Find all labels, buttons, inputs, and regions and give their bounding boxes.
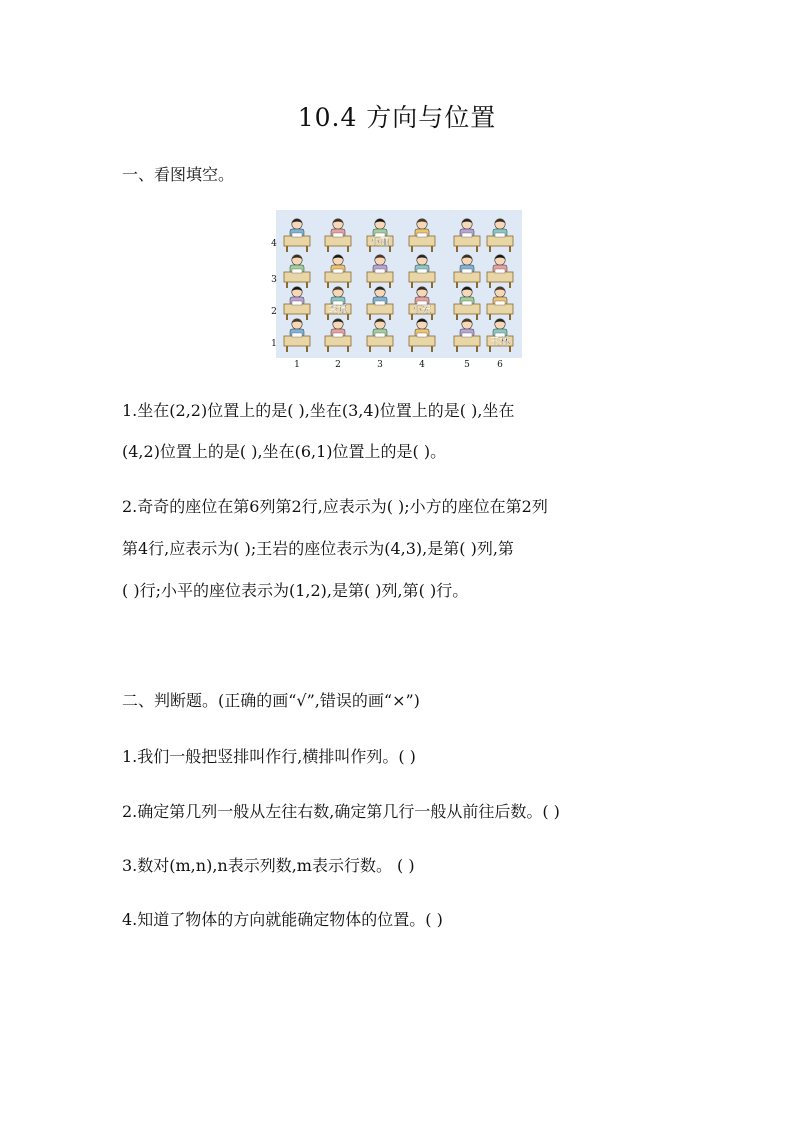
column-label: 6 xyxy=(497,360,503,370)
question-1-line-1: 1.坐在(2,2)位置上的是( ),坐在(3,4)位置上的是( ),坐在 xyxy=(122,401,515,420)
question-2-line-2: 第4行,应表示为( );王岩的座位表示为(4,3),是第( )列,第 xyxy=(122,539,514,558)
name-tag: 小丽 xyxy=(370,237,390,248)
column-label: 5 xyxy=(464,360,470,370)
name-tag: 小宏 xyxy=(412,305,432,316)
column-label: 4 xyxy=(419,360,425,370)
question-2-line-1: 2.奇奇的座位在第6列第2行,应表示为( );小方的座位在第2列 xyxy=(122,497,548,516)
row-label: 1 xyxy=(271,339,277,349)
page-title: 10.4 方向与位置 xyxy=(297,103,497,132)
section-2-heading: 二、判断题。(正确的画“√”,错误的画“×”) xyxy=(122,691,420,710)
judge-item-4: 4.知道了物体的方向就能确定物体的位置。( ) xyxy=(122,910,443,929)
column-label: 2 xyxy=(335,360,341,370)
section-1-heading: 一、看图填空。 xyxy=(122,165,235,184)
judge-item-2: 2.确定第几列一般从左往右数,确定第几行一般从前往后数。( ) xyxy=(122,802,560,821)
row-label: 3 xyxy=(271,275,277,285)
column-label: 3 xyxy=(377,360,383,370)
question-1-line-2: (4,2)位置上的是( ),坐在(6,1)位置上的是( )。 xyxy=(122,442,447,461)
figure-background xyxy=(276,210,522,358)
row-label: 4 xyxy=(271,239,277,249)
row-label: 2 xyxy=(271,307,277,317)
classroom-seating-figure xyxy=(270,210,524,370)
column-label: 1 xyxy=(294,360,300,370)
question-2-line-3: ( )行;小平的座位表示为(1,2),是第( )列,第( )行。 xyxy=(122,581,469,600)
seating-chart-svg xyxy=(270,210,524,370)
name-tag: 李斌 xyxy=(328,305,348,316)
judge-item-3: 3.数对(m,n),n表示列数,m表示行数。 ( ) xyxy=(122,856,415,875)
judge-item-1: 1.我们一般把竖排叫作行,横排叫作列。( ) xyxy=(122,747,416,766)
name-tag: 王林 xyxy=(490,337,510,348)
